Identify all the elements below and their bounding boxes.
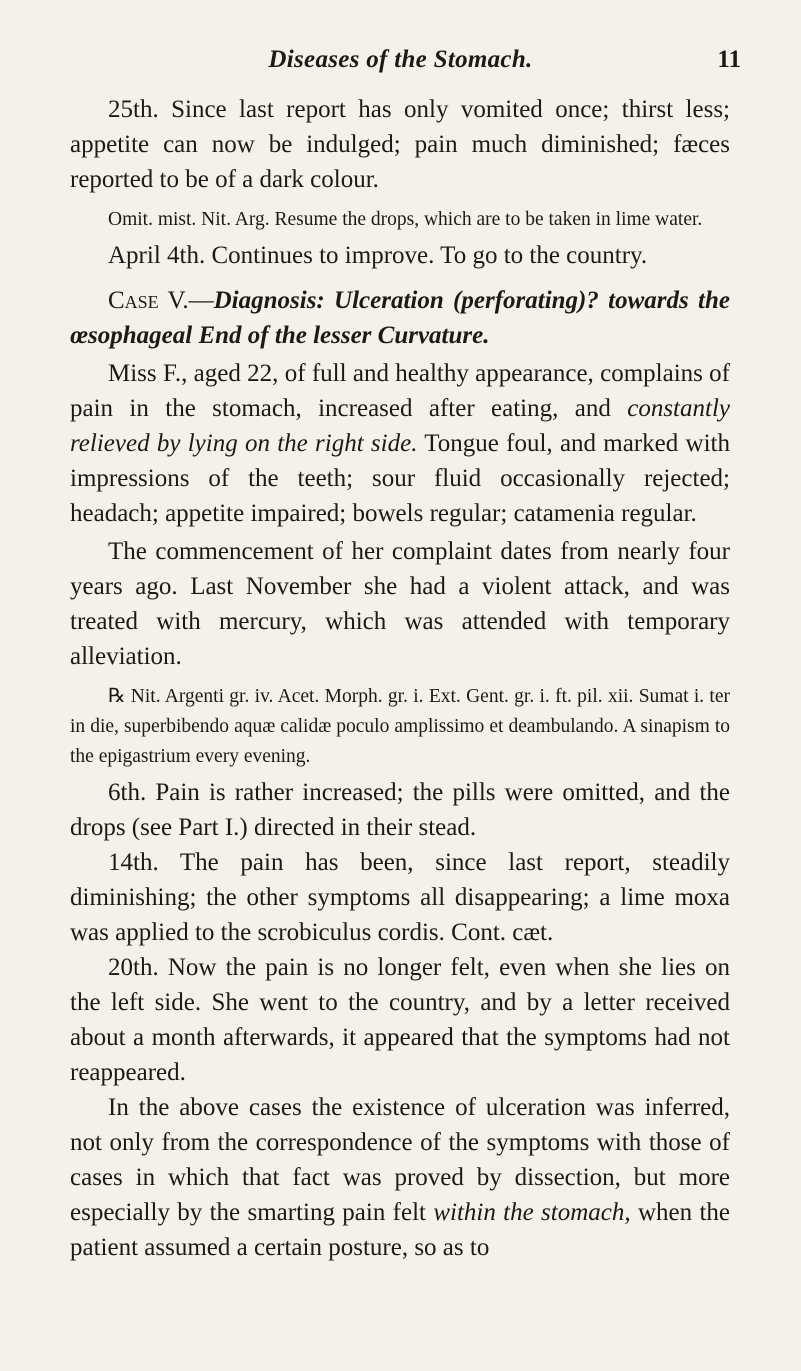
paragraph-25th: 25th. Since last report has only vomited once; thirst less; appetite can now be indulged; pain much diminished; fæces reported to be of a dark colour. xyxy=(70,96,730,193)
body-text xyxy=(70,92,730,1265)
paragraph-miss-f-emphasis: constantly relieved by lying on the right side. xyxy=(70,395,730,457)
prescription-recipe: ℞ Nit. Argenti gr. iv. Acet. Morph. gr. i. Ext. Gent. gr. i. ft. pil. xii. Sumat i. ter in die, superbibendo aquæ calidæ poculo amplissimo et deambulando. A sinapism to the epigastrium every evening. xyxy=(70,686,730,767)
paragraph-conclusion-part-2: when the patient assumed a certain posture, so as to xyxy=(70,1199,730,1261)
prescription-omit: Omit. mist. Nit. Arg. Resume the drops, which are to be taken in lime water. xyxy=(108,209,703,230)
running-title: Diseases of the Stomach. xyxy=(268,46,533,73)
paragraph-april-4th: April 4th. Continues to improve. To go to the country. xyxy=(108,242,648,269)
paragraph-14th: 14th. The pain has been, since last report, steadily diminishing; the other symptoms all disappearing; a lime moxa was applied to the scrobiculus cordis. Cont. cæt. xyxy=(70,849,730,946)
paragraph-conclusion-emphasis: within the stomach, xyxy=(433,1199,631,1226)
page-header xyxy=(0,46,801,86)
paragraph-miss-f-part-1: Miss F., aged 22, of full and healthy appearance, complains of pain in the stomach, increased after eating, and xyxy=(70,360,730,422)
paragraph-commencement: The commencement of her complaint dates from nearly four years ago. Last November she had a violent attack, and was treated with mercury, which was attended with temporary alleviation. xyxy=(70,538,730,670)
paragraph-conclusion-part-1: In the above cases the existence of ulceration was inferred, not only from the correspondence of the symptoms with those of cases in which that fact was proved by dissection, but more especially by the smarting pain felt xyxy=(70,1094,730,1226)
paragraph-conclusion xyxy=(70,1090,730,1265)
paragraph-miss-f xyxy=(70,356,730,531)
paragraph-6th: 6th. Pain is rather increased; the pills were omitted, and the drops (see Part I.) directed in their stead. xyxy=(70,779,730,841)
page-number: 11 xyxy=(717,46,741,73)
paragraph-miss-f-part-2: Tongue foul, and marked with impressions of the teeth; sour fluid occasionally rejected; headach; appetite impaired; bowels regular; catamenia regular. xyxy=(70,430,730,527)
case-dash: — xyxy=(188,287,214,314)
case-label: Case V. xyxy=(108,287,189,314)
case-title: Diagnosis: Ulceration (perforating)? towards the œsophageal End of the lesser Curvature. xyxy=(70,287,730,349)
case-heading xyxy=(70,283,730,353)
paragraph-20th: 20th. Now the pain is no longer felt, even when she lies on the left side. She went to the country, and by a letter received about a month afterwards, it appeared that the symptoms had not reappeared. xyxy=(70,954,730,1086)
